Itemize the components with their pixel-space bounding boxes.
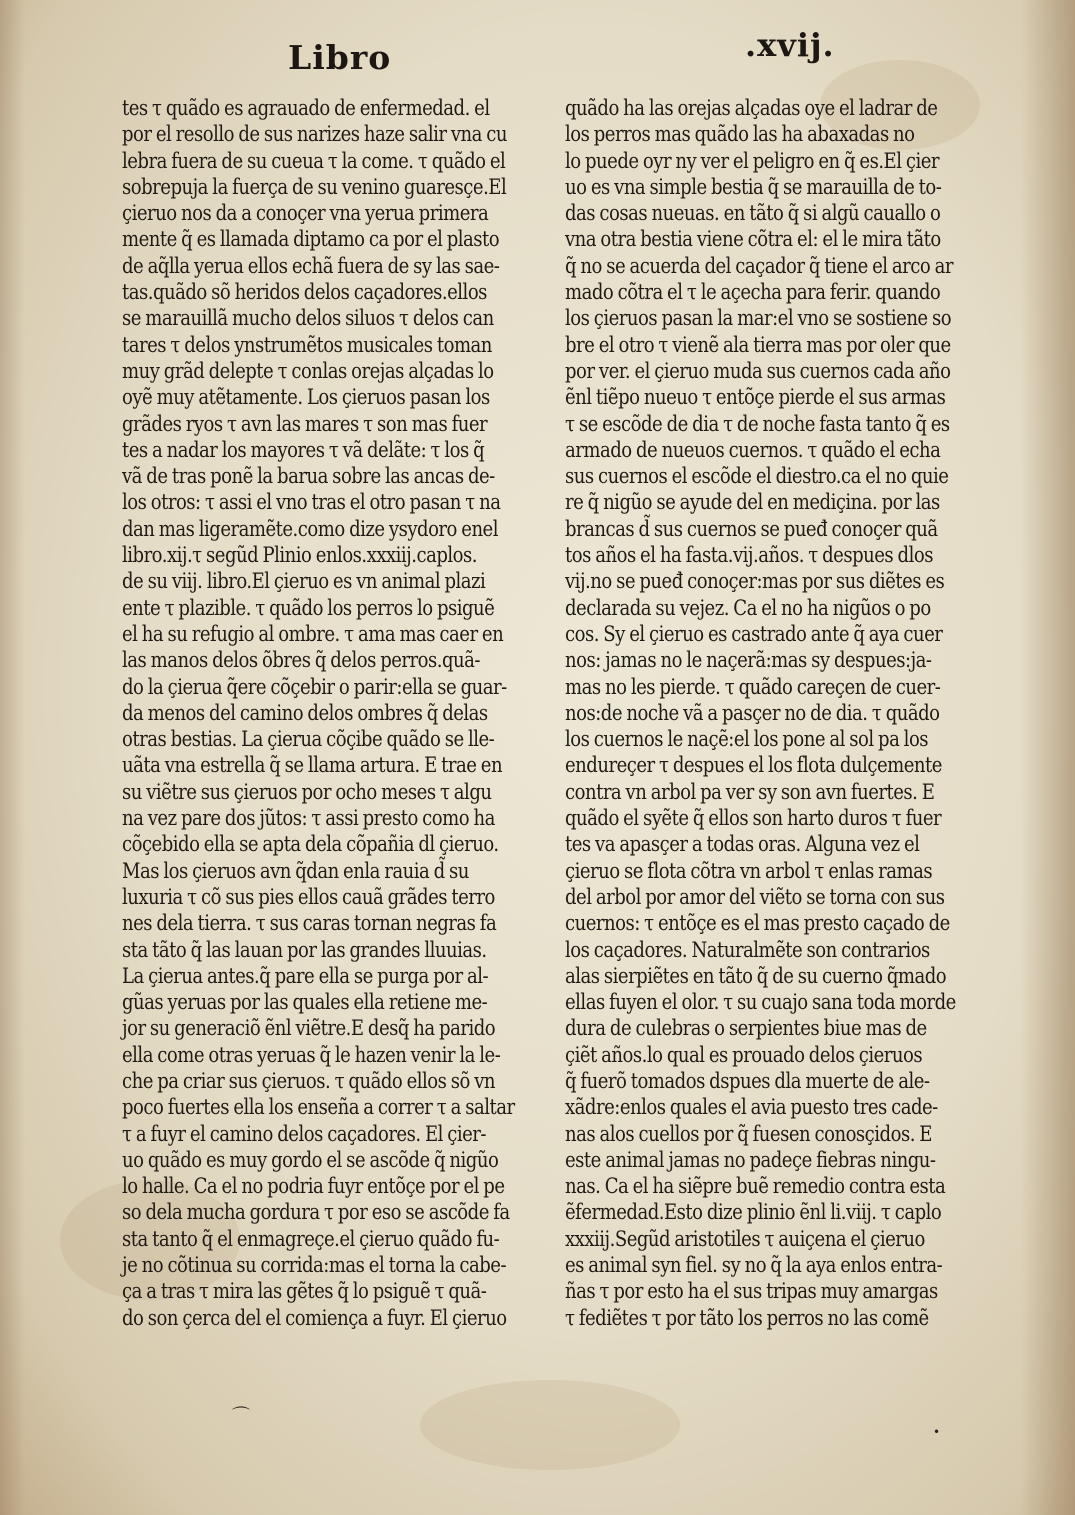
- text-line: declarada su vejez. Ca el no ha nigũos o po: [565, 595, 931, 620]
- text-line: quãdo el syẽte q̃ ellos son harto duros τ fuer: [565, 806, 942, 831]
- text-line: nos: jamas no le naçerã:mas sy despues:ja-: [565, 648, 932, 673]
- ink-mark: •: [933, 1425, 941, 1439]
- text-line: dan mas ligeramẽte.como dize ysydoro enel: [122, 516, 498, 541]
- text-line: del arbol por amor del viẽto se torna con sus: [565, 884, 945, 909]
- text-line: tares τ delos ynstrumẽtos musicales toman: [122, 332, 492, 357]
- text-line: los caçadores. Naturalmẽte son contrarios: [565, 937, 930, 962]
- text-line: çieruo se flota cõtra vn arbol τ enlas ramas: [565, 858, 933, 883]
- text-line: Mas los çieruos avn q̃dan enla rauia d̃ su: [122, 858, 469, 883]
- text-line: vij.no se pueđ conoçer:mas por sus diẽtes es: [565, 569, 945, 594]
- text-line: tes τ quãdo es agrauado de enfermedad. el: [122, 96, 490, 120]
- text-line: luxuria τ cõ sus pies ellos cauã grãdes terro: [122, 884, 495, 909]
- text-line: vna otra bestia viene cõtra el: el le mira tãto: [565, 227, 941, 252]
- running-head-left: Libro: [288, 38, 392, 77]
- text-line: che pa criar sus çieruos. τ quãdo ellos sõ vn: [122, 1068, 496, 1093]
- text-line: jor su generaciõ ẽnl viẽtre.E desq̃ ha parido: [122, 1016, 496, 1041]
- text-line: do la çierua q̃ere cõçebir o parir:ella se guar-: [122, 674, 507, 699]
- text-line: nos:de noche vã a pasçer no de dia. τ quãdo: [565, 700, 940, 725]
- text-line: uo quãdo es muy gordo el se ascõde q̃ nigũo: [122, 1147, 499, 1172]
- text-line: mado cõtra el τ le açecha para ferir. quando: [565, 280, 941, 305]
- text-line: tas.quãdo sõ heridos delos caçadores.ellos: [122, 280, 487, 305]
- text-line: so dela mucha gordura τ por eso se ascõde fa: [122, 1200, 510, 1225]
- text-line: lebra fuera de su cueua τ la come. τ quãdo el: [122, 148, 506, 173]
- text-line: ente τ plazible. τ quãdo los perros lo psiguẽ: [122, 595, 495, 620]
- text-line: La çierua antes.q̃ pare ella se purga por al-: [122, 963, 489, 988]
- text-line: nas alos cuellos por q̃ fuesen conosçidos. E: [565, 1121, 932, 1146]
- text-line: xãdre:enlos quales el avia puesto tres cade-: [565, 1095, 938, 1120]
- page-gutter-shadow: [0, 0, 25, 1515]
- text-line: ẽnl tiẽpo nueuo τ entõçe pierde el sus armas: [565, 385, 946, 410]
- text-line: do son çerca del el comiença a fuyr. El çieruo: [122, 1305, 507, 1330]
- text-line: q̃ no se acuerda del caçador q̃ tiene el arco ar: [565, 253, 953, 278]
- text-line: alas sierpiẽtes en tãto q̃ de su cuerno q̃mado: [565, 963, 947, 988]
- text-line: q̃ fuerõ tomados dspues dla muerte de ale-: [565, 1068, 930, 1093]
- text-line: por ver. el çieruo muda sus cuernos cada año: [565, 358, 951, 383]
- text-line: da menos del camino delos ombres q̃ delas: [122, 700, 488, 725]
- text-line: las manos delos õbres q̃ delos perros.quã-: [122, 648, 480, 673]
- text-line: grãdes ryos τ avn las mares τ son mas fuer: [122, 411, 488, 436]
- text-line: los perros mas quãdo las ha abaxadas no: [565, 122, 915, 147]
- text-line: sobrepuja la fuerça de su venino guaresçe.El: [122, 174, 507, 199]
- text-line: je no cõtinua su corrida:mas el torna la cabe-: [122, 1253, 507, 1278]
- text-line: cos. Sy el çieruo es castrado ante q̃ aya cuer: [565, 621, 943, 646]
- text-line: çieruo nos da a conoçer vna yerua primera: [122, 201, 489, 226]
- text-line: mas no les pierde. τ quãdo careçen de cuer-: [565, 674, 941, 699]
- text-line: cuernos: τ entõçe es el mas presto caçado de: [565, 911, 950, 936]
- text-line: mente q̃ es llamada diptamo ca por el plasto: [122, 227, 500, 252]
- text-line: su viẽtre sus çieruos por ocho meses τ algu: [122, 779, 492, 804]
- text-line: lo halle. Ca el no podria fuyr entõçe por el pe: [122, 1174, 505, 1199]
- text-line: τ a fuyr el camino delos caçadores. El çier-: [122, 1121, 486, 1146]
- text-line: lo puede oyr ny ver el peligro en q̃ es.El çier: [565, 148, 940, 173]
- text-line: otras bestias. La çierua cõçibe quãdo se lle-: [122, 727, 495, 752]
- text-line: contra vn arbol pa ver sy son avn fuertes. E: [565, 779, 935, 804]
- text-line: los otros: τ assi el vno tras el otro pasan τ na: [122, 490, 501, 515]
- text-line: por el resollo de sus narizes haze salir vna cu: [122, 122, 507, 147]
- ink-mark: ⌒: [232, 1406, 250, 1427]
- text-line: tos años el ha fasta.vij.años. τ despues dlos: [565, 543, 933, 568]
- text-line: se marauillã mucho delos siluos τ delos can: [122, 306, 494, 331]
- text-line: de su viij. libro.El çieruo es vn animal plazi: [122, 569, 486, 594]
- text-line: das cosas nueuas. en tãto q̃ si algũ cauallo o: [565, 201, 941, 226]
- text-line: vã de tras ponẽ la barua sobre las ancas de-: [122, 464, 495, 489]
- text-line: armado de nueuos cuernos. τ quãdo el echa: [565, 437, 941, 462]
- text-line: cõçebido ella se apta dela cõpañia dl çieruo.: [122, 832, 499, 857]
- text-line: ñas τ por esto ha el sus tripas muy amargas: [565, 1279, 938, 1304]
- text-line: sta tãto q̃ las lauan por las grandes lluuias.: [122, 937, 487, 962]
- paper-stain: [420, 1380, 680, 1470]
- text-line: çiẽt años.lo qual es prouado delos çieruos: [565, 1042, 923, 1067]
- text-line: nas. Ca el ha siẽpre buẽ remedio contra esta: [565, 1174, 946, 1199]
- text-line: sus cuernos el escõde el diestro.ca el no quie: [565, 464, 949, 489]
- page-edge-shadow: [1020, 0, 1075, 1515]
- text-line: oyẽ muy atẽtamente. Los çieruos pasan los: [122, 385, 490, 410]
- text-line: τ fediẽtes τ por tãto los perros no las comẽ: [565, 1305, 929, 1330]
- text-line: sta tanto q̃ el enmagreçe.el çieruo quãdo fu-: [122, 1226, 500, 1251]
- text-line: el ha su refugio al ombre. τ ama mas caer en: [122, 621, 504, 646]
- text-line: ça a tras τ mira las gẽtes q̃ lo psiguẽ τ quã-: [122, 1279, 487, 1304]
- text-line: libro.xij.τ segũd Plinio enlos.xxxiij.caplos.: [122, 543, 477, 568]
- text-line: ẽfermedad.Esto dize plinio ẽnl li.viij. τ caplo: [565, 1200, 942, 1225]
- folio-number: .xvij.: [745, 26, 835, 64]
- text-line: quãdo ha las orejas alçadas oye el ladrar de: [565, 96, 938, 120]
- text-line: xxxiij.Segũd aristotiles τ auiçena el çieruo: [565, 1226, 925, 1251]
- text-line: τ se escõde de dia τ de noche fasta tanto q̃ es: [565, 411, 950, 436]
- text-line: dura de culebras o serpientes biue mas de: [565, 1016, 927, 1041]
- text-line: nes dela tierra. τ sus caras tornan negras fa: [122, 911, 497, 936]
- text-column-right: [565, 95, 965, 1331]
- text-line: muy grãd delepte τ conlas orejas alçadas lo: [122, 358, 494, 383]
- text-line: tes va apasçer a todas oras. Alguna vez el: [565, 832, 920, 857]
- text-line: los cuernos le naçẽ:el los pone al sol pa los: [565, 727, 929, 752]
- text-line: ella come otras yeruas q̃ le hazen venir la le-: [122, 1042, 501, 1067]
- text-line: poco fuertes ella los enseña a correr τ a saltar: [122, 1095, 515, 1120]
- text-line: gũas yeruas por las quales ella retiene me-: [122, 990, 488, 1015]
- text-line: endureçer τ despues el los flota dulçemente: [565, 753, 942, 778]
- text-line: bre el otro τ vienẽ ala tierra mas por oler que: [565, 332, 951, 357]
- text-line: este animal jamas no padeçe fiebras ningu-: [565, 1147, 936, 1172]
- text-line: los çieruos pasan la mar:el vno se sostiene so: [565, 306, 952, 331]
- text-line: uãta vna estrella q̃ se llama artura. E trae en: [122, 753, 503, 778]
- text-line: es animal syn fiel. sy no q̃ la aya enlos entra-: [565, 1253, 943, 1278]
- text-line: tes a nadar los mayores τ vã delãte: τ los q̃: [122, 437, 485, 462]
- text-column-left: [122, 95, 522, 1331]
- text-line: na vez pare dos jũtos: τ assi presto como ha: [122, 806, 495, 831]
- text-line: brancas d̃ sus cuernos se pueđ conoçer quã: [565, 516, 938, 541]
- text-line: de aq̃lla yerua ellos echã fuera de sy las sae-: [122, 253, 500, 278]
- text-line: ellas fuyen el olor. τ su cuajo sana toda morde: [565, 990, 956, 1015]
- text-line: uo es vna simple bestia q̃ se marauilla de to-: [565, 174, 942, 199]
- text-line: re q̃ nigũo se ayude del en mediçina. por las: [565, 490, 940, 515]
